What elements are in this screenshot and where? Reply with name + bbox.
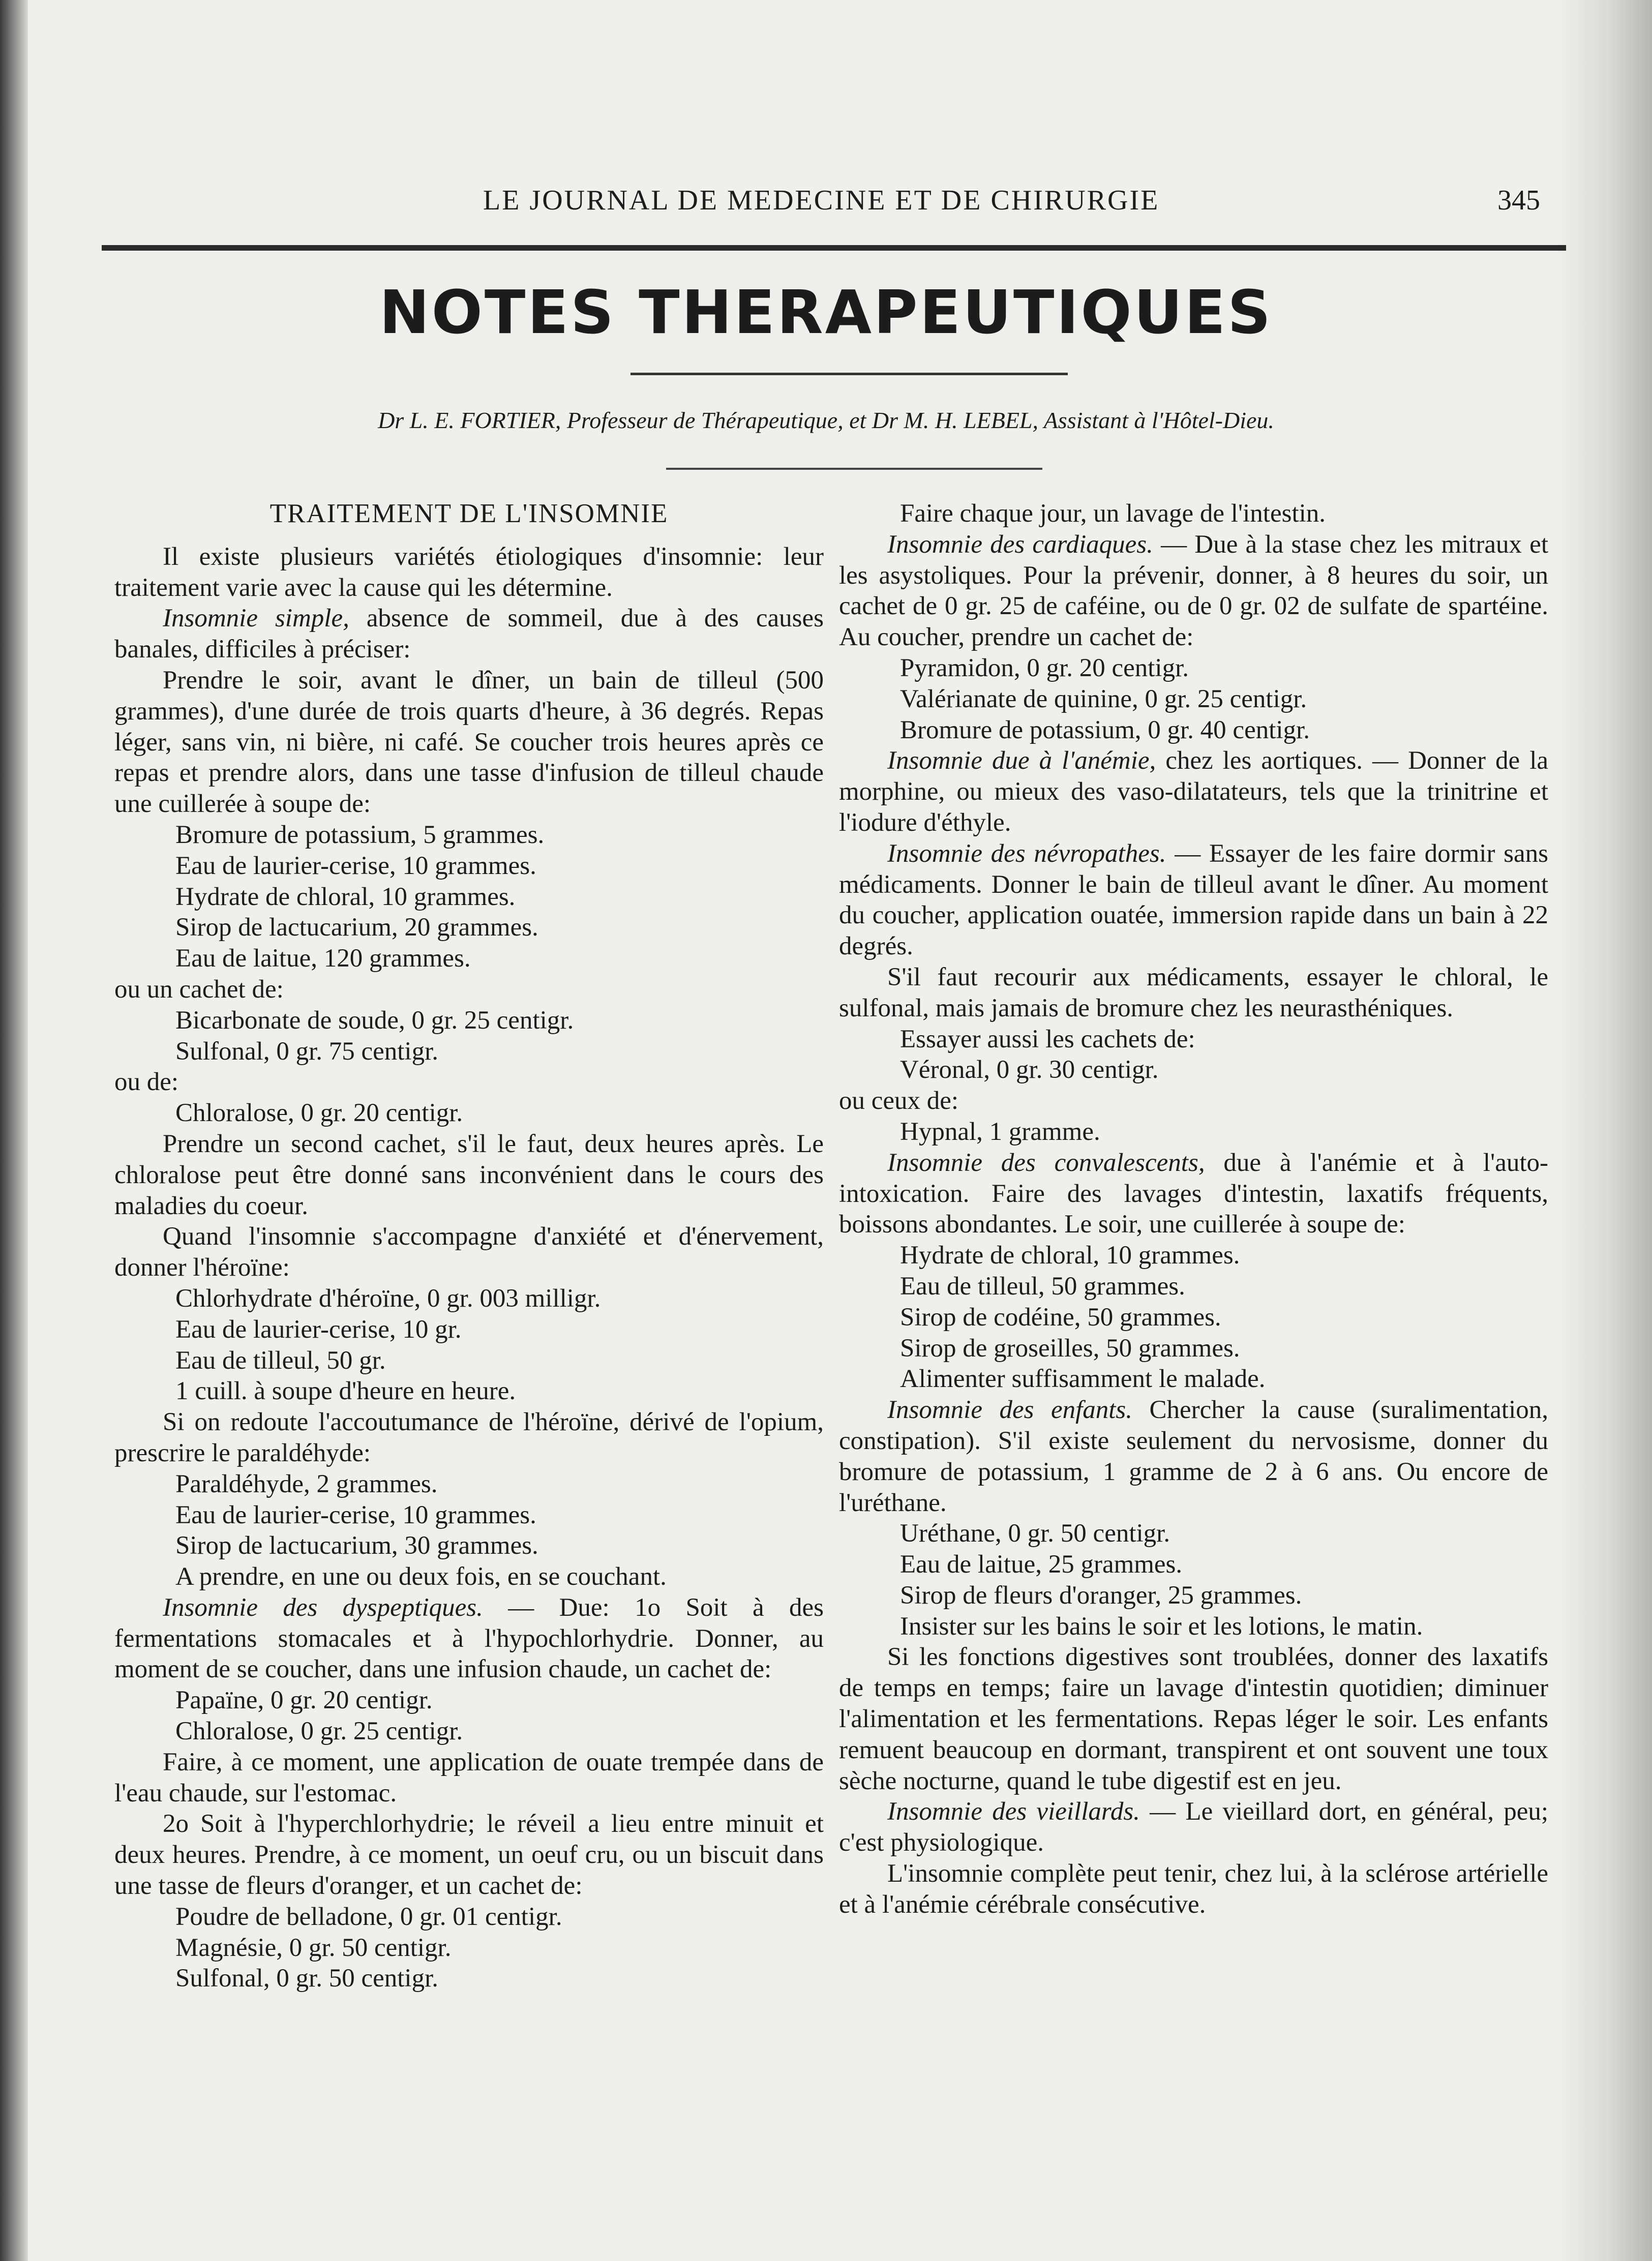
prescription-line — [114, 882, 824, 913]
page-number: 345 — [1497, 185, 1540, 216]
paragraph — [839, 962, 1548, 1024]
paragraph-text: absence de sommeil, due à des causes banales, difficiles à préciser: — [114, 604, 824, 664]
paragraph-text: Véronal, 0 gr. 30 centigr. — [900, 1056, 1159, 1084]
text-line — [114, 974, 824, 1005]
paragraph-text: Quand l'insomnie s'accompagne d'anxiété et d'énervement, donner l'héroïne: — [114, 1222, 824, 1282]
paragraph-text: Faire chaque jour, un lavage de l'intestin. — [900, 499, 1326, 528]
prescription-line — [839, 1611, 1548, 1642]
prescription-line — [839, 498, 1548, 529]
paragraph-text: Eau de laurier-cerise, 10 gr. — [175, 1315, 462, 1344]
paragraph-text: Sirop de lactucarium, 30 grammes. — [175, 1531, 538, 1560]
paragraph — [114, 1221, 824, 1283]
paragraph-text: Chlorhydrate d'héroïne, 0 gr. 003 milligr. — [175, 1284, 601, 1313]
prescription-line — [114, 1561, 824, 1592]
paragraph-text: — Essayer de les faire dormir sans médicaments. Donner le bain de tilleul avant le dîner. Au moment du coucher, application ouatée, immersion rapide dans un bain à 22 degrés. — [839, 839, 1548, 961]
paragraph-text: Chloralose, 0 gr. 25 centigr. — [175, 1717, 463, 1746]
paragraph-text: Bromure de potassium, 5 grammes. — [175, 820, 545, 849]
left-column — [114, 498, 824, 1994]
paragraph — [114, 665, 824, 820]
paragraph-text: Eau de tilleul, 50 gr. — [175, 1346, 386, 1375]
paragraph — [839, 745, 1548, 838]
paragraph-text: Pyramidon, 0 gr. 20 centigr. — [900, 653, 1189, 682]
paragraph-text: Eau de laitue, 120 grammes. — [175, 944, 471, 973]
paragraph — [114, 541, 824, 604]
paragraph-text: L'insomnie complète peut tenir, chez lui, à la sclérose artérielle et à l'anémie cérébrale consécutive. — [839, 1859, 1548, 1919]
paragraph-text: Bromure de potassium, 0 gr. 40 centigr. — [900, 715, 1310, 744]
article-heading: TRAITEMENT DE L'INSOMNIE — [269, 499, 669, 528]
prescription-line — [114, 1500, 824, 1531]
paragraph — [839, 1642, 1548, 1796]
prescription-line — [839, 1271, 1548, 1302]
paragraph — [839, 1395, 1548, 1518]
prescription-line — [114, 1283, 824, 1314]
running-head: LE JOURNAL DE MEDECINE ET DE CHIRURGIE — [483, 185, 1160, 216]
prescription-line — [114, 1376, 824, 1407]
paragraph-text: Eau de tilleul, 50 grammes. — [900, 1272, 1185, 1301]
prescription-line — [114, 1716, 824, 1747]
prescription-line — [839, 715, 1548, 746]
prescription-line — [839, 1024, 1548, 1055]
paragraph-text: Sirop de groseilles, 50 grammes. — [900, 1334, 1240, 1363]
paragraph-text: A prendre, en une ou deux fois, en se couchant. — [175, 1562, 667, 1591]
prescription-line — [839, 1117, 1548, 1148]
prescription-line — [839, 1549, 1548, 1580]
right-column — [839, 498, 1548, 1920]
prescription-line — [839, 1364, 1548, 1395]
paragraph-text: Si les fonctions digestives sont troublées, donner des laxatifs de temps en temps; faire un lavage d'intestin quotidien; diminuer l'alimentation et les fermentations. Repas léger le soir. Les enfants remuent beaucoup en dormant, transpirent et ont souvent une toux sèche nocturne, quand le tube digestif est en jeu. — [839, 1643, 1548, 1795]
prescription-line — [114, 1036, 824, 1067]
paragraph-text: Alimenter suffisamment le malade. — [900, 1365, 1266, 1394]
paragraph — [839, 1148, 1548, 1240]
paragraph-text: Si on redoute l'accoutumance de l'héroïne, dérivé de l'opium, prescrire le paraldéhyde: — [114, 1408, 824, 1467]
paragraph-text: ou un cachet de: — [114, 975, 284, 1004]
text-line — [839, 1086, 1548, 1117]
prescription-line — [114, 820, 824, 851]
paragraph-text: Sirop de fleurs d'oranger, 25 grammes. — [900, 1581, 1302, 1610]
paragraph-text: Hypnal, 1 gramme. — [900, 1117, 1100, 1146]
paragraph-lead: Insomnie des enfants. — [887, 1396, 1133, 1425]
paragraph — [114, 603, 824, 665]
paragraph-text: S'il faut recourir aux médicaments, essayer le chloral, le sulfonal, mais jamais de bromure chez les neurasthéniques. — [839, 962, 1548, 1022]
prescription-line — [114, 851, 824, 882]
paragraph — [839, 529, 1548, 653]
paragraph-text: Eau de laitue, 25 grammes. — [900, 1550, 1183, 1579]
prescription-line — [839, 1054, 1548, 1086]
prescription-line — [114, 1530, 824, 1561]
paragraph-text: ou de: — [114, 1068, 179, 1097]
prescription-line — [839, 653, 1548, 684]
prescription-line — [114, 1469, 824, 1500]
right-column-body — [839, 498, 1548, 1920]
paragraph-text: 2o Soit à l'hyperchlorhydrie; le réveil a lieu entre minuit et deux heures. Prendre, à ce moment, un oeuf cru, ou un biscuit dans une tasse de fleurs d'oranger, et un cachet de: — [114, 1810, 824, 1901]
paragraph-text: Chercher la cause (suralimentation, constipation). S'il existe seulement du nervosisme, donner du bromure de potassium, 1 gramme de 2 à 6 ans. Ou encore de l'uréthane. — [839, 1396, 1548, 1517]
prescription-line — [839, 1302, 1548, 1333]
paragraph-text: chez les aortiques. — Donner de la morphine, ou mieux des vaso-dilatateurs, tels que la trinitrine et l'iodure d'éthyle. — [839, 746, 1548, 837]
paragraph-text: Papaïne, 0 gr. 20 centigr. — [175, 1686, 433, 1715]
prescription-line — [839, 1333, 1548, 1364]
paragraph-lead: Insomnie des névropathes. — [887, 839, 1166, 868]
paragraph-text: Magnésie, 0 gr. 50 centigr. — [175, 1933, 452, 1962]
paragraph-text: ou ceux de: — [839, 1087, 959, 1116]
paragraph-text: Valérianate de quinine, 0 gr. 25 centigr. — [900, 684, 1307, 713]
paragraph — [114, 1808, 824, 1901]
paragraph-text: 1 cuill. à soupe d'heure en heure. — [175, 1377, 516, 1406]
paragraph-text: — Due: 1o Soit à des fermentations stomacales et à l'hypochlorhydrie. Donner, au moment de se coucher, dans une infusion chaude, un cachet de: — [114, 1593, 824, 1684]
paragraph-lead: Insomnie due à l'anémie, — [887, 746, 1156, 775]
prescription-line — [839, 1518, 1548, 1549]
paragraph-text: Essayer aussi les cachets de: — [900, 1024, 1195, 1053]
left-column-body — [114, 541, 824, 1994]
paragraph — [114, 1407, 824, 1469]
title-rule — [630, 373, 1068, 375]
paragraph-lead: Insomnie des dyspeptiques. — [163, 1593, 483, 1622]
prescription-line — [114, 912, 824, 943]
paragraph-text: Hydrate de chloral, 10 grammes. — [900, 1241, 1240, 1270]
prescription-line — [839, 1580, 1548, 1611]
text-line — [114, 1067, 824, 1098]
paragraph-text: Insister sur les bains le soir et les lotions, le matin. — [900, 1612, 1423, 1641]
paragraph — [839, 838, 1548, 962]
paragraph-text: Faire, à ce moment, une application de ouate trempée dans de l'eau chaude, sur l'estomac. — [114, 1747, 824, 1807]
paragraph-text: Eau de laurier-cerise, 10 grammes. — [175, 1500, 536, 1529]
paragraph — [114, 1747, 824, 1809]
prescription-line — [839, 684, 1548, 715]
paragraph — [114, 1129, 824, 1221]
prescription-line — [114, 1345, 824, 1376]
paragraph-text: Sirop de lactucarium, 20 grammes. — [175, 913, 538, 942]
paragraph-text: — Due à la stase chez les mitraux et les asystoliques. Pour la prévenir, donner, à 8 heures du soir, un cachet de 0 gr. 25 de caféine, ou de 0 gr. 02 de sulfate de spartéine. Au coucher, prendre un cachet de: — [839, 530, 1548, 652]
paragraph-text: Prendre le soir, avant le dîner, un bain de tilleul (500 grammes), d'une durée de trois quarts d'heure, à 36 degrés. Repas léger, sans vin, ni bière, ni café. Se coucher trois heures après ce repas et prendre alors, dans une tasse d'infusion de tilleul chaude une cuillerée à soupe de: — [114, 666, 824, 819]
paragraph-text: Hydrate de chloral, 10 grammes. — [175, 882, 516, 911]
paragraph-text: Eau de laurier-cerise, 10 grammes. — [175, 851, 536, 880]
paragraph-text: Sulfonal, 0 gr. 75 centigr. — [175, 1037, 439, 1066]
prescription-line — [114, 943, 824, 974]
paragraph-text: Prendre un second cachet, s'il le faut, deux heures après. Le chloralose peut être donné sans inconvénient dans le cours des maladies du coeur. — [114, 1129, 824, 1220]
header-rule — [102, 245, 1566, 251]
prescription-line — [114, 1098, 824, 1129]
paragraph-text: Sirop de codéine, 50 grammes. — [900, 1303, 1221, 1332]
prescription-line — [114, 1314, 824, 1345]
prescription-line — [114, 1933, 824, 1964]
prescription-line — [114, 1902, 824, 1933]
paragraph-lead: Insomnie simple, — [163, 604, 349, 633]
section-title: NOTES THERAPEUTIQUES — [379, 277, 1273, 347]
paragraph-text: Sulfonal, 0 gr. 50 centigr. — [175, 1964, 439, 1993]
paragraph — [114, 1592, 824, 1685]
prescription-line — [114, 1685, 824, 1716]
paragraph — [839, 1796, 1548, 1858]
paragraph — [839, 1858, 1548, 1920]
paragraph-lead: Insomnie des cardiaques. — [887, 530, 1153, 559]
paragraph-text: Paraldéhyde, 2 grammes. — [175, 1469, 438, 1498]
prescription-line — [114, 1005, 824, 1036]
paragraph-lead: Insomnie des convalescents, — [887, 1148, 1205, 1177]
byline: Dr L. E. FORTIER, Professeur de Thérapeutique, et Dr M. H. LEBEL, Assistant à l'Hôtel-Dieu. — [378, 407, 1274, 433]
paragraph-text: Il existe plusieurs variétés étiologiques d'insomnie: leur traitement varie avec la cause qui les détermine. — [114, 542, 824, 602]
paragraph-text: due à l'anémie et à l'auto-intoxication. Faire des lavages d'intestin, laxatifs fréquents, boissons abondantes. Le soir, une cuillerée à soupe de: — [839, 1148, 1549, 1239]
prescription-line — [114, 1963, 824, 1994]
byline-rule — [666, 468, 1042, 470]
paragraph-text: Chloralose, 0 gr. 20 centigr. — [175, 1099, 463, 1128]
paragraph-text: Poudre de belladone, 0 gr. 01 centigr. — [175, 1902, 562, 1931]
paragraph-lead: Insomnie des vieillards. — [887, 1797, 1140, 1826]
prescription-line — [839, 1240, 1548, 1271]
paragraph-text: Bicarbonate de soude, 0 gr. 25 centigr. — [175, 1006, 574, 1035]
paragraph-text: Uréthane, 0 gr. 50 centigr. — [900, 1519, 1170, 1548]
paragraph-text: — Le vieillard dort, en général, peu; c'est physiologique. — [839, 1797, 1548, 1857]
